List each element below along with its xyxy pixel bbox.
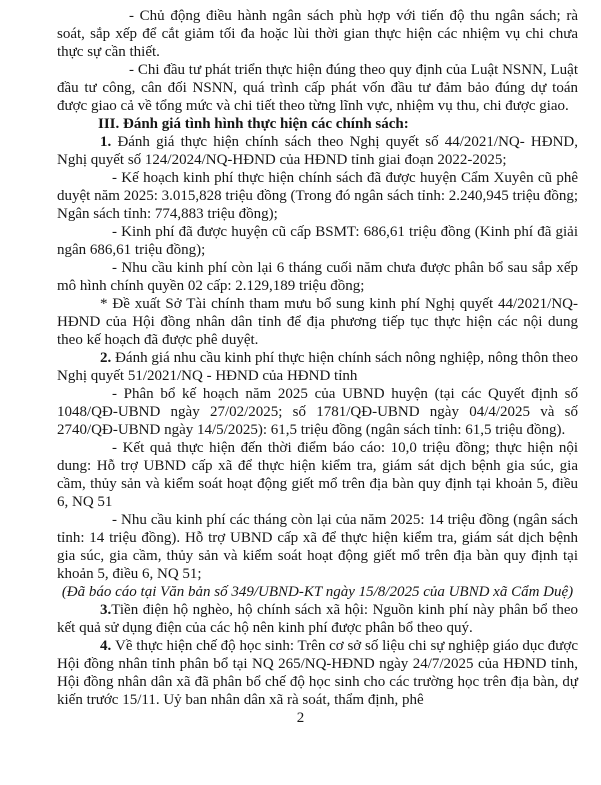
para-electricity-support-run: Tiền điện hộ nghèo, hộ chính sách xã hội: Nguồn kinh phí này phân bổ theo kết quả sử dụng điện của các hộ nên kinh phí được phân bổ theo quý. <box>57 602 578 636</box>
para-remaining-need-run: - Nhu cầu kinh phí còn lại 6 tháng cuối năm chưa được phân bổ sau sắp xếp mô hình chính quyền 02 cấp: 2.129,189 triệu đồng; <box>57 260 578 294</box>
para-section-2-agriculture <box>57 349 578 385</box>
para-budget-executive-run: - Chủ động điều hành ngân sách phù hợp với tiến độ thu ngân sách; rà soát, sắp xếp để cắt giảm tối đa hoặc lùi thời gian thực hiện các nhiệm vụ chi chưa thực sự cần thiết. <box>57 8 578 60</box>
para-policy-nq44-run: 1. <box>100 134 118 150</box>
para-remaining-need <box>57 259 578 295</box>
para-budget-executive <box>57 7 578 61</box>
para-remaining-months-need <box>57 511 578 583</box>
para-report-reference <box>57 583 578 601</box>
para-electricity-support <box>57 601 578 637</box>
heading-section-iii-run: III. Đánh giá tình hình thực hiện các chính sách: <box>98 116 409 132</box>
para-plan-allocation-2025-run: - Phân bổ kế hoạch năm 2025 của UBND huyện (tại các Quyết định số 1048/QĐ-UBND ngày 27/02/2025; số 1781/QĐ-UBND ngày 04/4/2025 và số 2740/QĐ-UBND ngày 14/5/2025): 61,5 triệu đồng (ngân sách tỉnh: 61,5 triệu đồng). <box>57 386 578 438</box>
para-proposal-finance-dept-run: * Đề xuất Sở Tài chính tham mưu bổ sung kinh phí Nghị quyết 44/2021/NQ-HĐND của Hội đồng nhân dân tỉnh để địa phương tiếp tục thực hiện các nội dung theo kế hoạch đã được phê duyệt. <box>57 296 578 348</box>
para-section-2-agriculture-run: Đánh giá nhu cầu kinh phí thực hiện chính sách nông nghiệp, nông thôn theo Nghị quyết 51/2021/NQ - HĐND của HĐND tỉnh <box>57 350 579 384</box>
para-electricity-support-run: 3. <box>100 602 112 618</box>
document-body <box>57 7 578 709</box>
para-proposal-finance-dept <box>57 295 578 349</box>
para-remaining-months-need-run: - Nhu cầu kinh phí các tháng còn lại của năm 2025: 14 triệu đồng (ngân sách tỉnh: 14 triệu đồng). Hỗ trợ UBND cấp xã để thực hiện kiểm tra, giám sát dịch bệnh gia súc, gia cầm, thủy sản và kiểm soát hoạt động giết mổ trên địa bàn quy định tại khoản 5, điều 6, NQ 51; <box>57 512 578 582</box>
para-student-policy-run: Về thực hiện chế độ học sinh: Trên cơ sở số liệu chi sự nghiệp giáo dục được Hội đồng nhân tỉnh phân bổ tại NQ 265/NQ-HĐND ngày 24/7/2025 của HĐND tỉnh, Hội đồng nhân dân xã đã phân bổ chế độ học sinh cho các trường học trên địa bàn, dự kiến trước 15/11. Uỷ ban nhân dân xã rà soát, thẩm định, phê <box>57 638 579 708</box>
para-report-reference-run: (Đã báo cáo tại Văn bản số 349/UBND-KT ngày 15/8/2025 của UBND xã Cẩm Duệ) <box>61 584 574 600</box>
para-section-2-agriculture-run: 2. <box>100 350 116 366</box>
para-policy-nq44 <box>57 133 578 169</box>
para-plan-funding-run: - Kế hoạch kinh phí thực hiện chính sách đã được huyện Cẩm Xuyên cũ phê duyệt năm 2025: 3.015,828 triệu đồng (Trong đó ngân sách tỉnh: 2.240,945 triệu đồng; Ngân sách tỉnh: 774,883 triệu đồng); <box>57 170 578 222</box>
para-investment-spending <box>57 61 578 115</box>
para-implementation-result-run: - Kết quả thực hiện đến thời điểm báo cáo: 10,0 triệu đồng; thực hiện nội dung: Hỗ trợ UBND cấp xã để thực hiện kiểm tra, giám sát dịch bệnh gia súc, gia cầm, thủy sản và kiểm soát hoạt động giết mổ trên địa bàn quy định tại khoản 5, điều 6, NQ 51 <box>57 440 578 510</box>
para-policy-nq44-run: Đánh giá thực hiện chính sách theo Nghị quyết số 44/2021/NQ- HĐND, Nghị quyết số 124/2024/NQ-HĐND của HĐND tỉnh giai đoạn 2022-2025; <box>57 134 579 168</box>
para-granted-funding-run: - Kinh phí đã được huyện cũ cấp BSMT: 686,61 triệu đồng (Kinh phí đã giải ngân 686,61 triệu đồng); <box>57 224 578 258</box>
para-plan-funding <box>57 169 578 223</box>
para-investment-spending-run: - Chi đầu tư phát triển thực hiện đúng theo quy định của Luật NSNN, Luật đầu tư công, cân đối NSNN, quá trình cấp phát vốn đầu tư đảm bảo đúng dự toán được giao cả về tổng mức và chi tiết theo từng lĩnh vực, nhiệm vụ thu, chi được giao. <box>57 62 578 114</box>
para-plan-allocation-2025 <box>57 385 578 439</box>
para-granted-funding <box>57 223 578 259</box>
para-student-policy <box>57 637 578 709</box>
para-implementation-result <box>57 439 578 511</box>
heading-section-iii <box>57 115 578 133</box>
para-student-policy-run: 4. <box>100 638 116 654</box>
page-number: 2 <box>296 710 305 726</box>
